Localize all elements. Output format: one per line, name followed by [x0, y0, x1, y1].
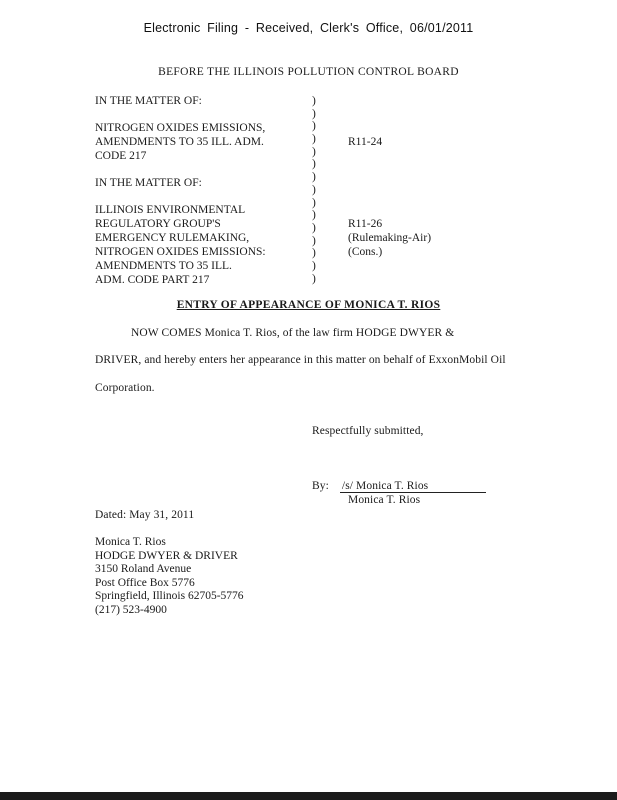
- paren: ): [312, 120, 316, 133]
- signature-text: /s/ Monica T. Rios: [341, 480, 429, 492]
- closing: Respectfully submitted,: [312, 425, 424, 437]
- body-line-1: NOW COMES Monica T. Rios, of the law firm HODGE DWYER &: [131, 327, 455, 339]
- body-line-2: DRIVER, and hereby enters her appearance in this matter on behalf of ExxonMobil Oil: [95, 354, 506, 366]
- paren: ): [312, 145, 316, 158]
- paren: ): [312, 133, 316, 146]
- address-line-4: Post Office Box 5776: [95, 576, 195, 589]
- matter1-line-3: CODE 217: [95, 150, 147, 162]
- address-line-2: HODGE DWYER & DRIVER: [95, 549, 238, 562]
- matter2-line-2: REGULATORY GROUP'S: [95, 218, 221, 230]
- matter1-line-1: NITROGEN OXIDES EMISSIONS,: [95, 122, 266, 134]
- matter2-line-1: ILLINOIS ENVIRONMENTAL: [95, 204, 246, 216]
- address-line-3: 3150 Roland Avenue: [95, 563, 192, 575]
- paren: ): [312, 183, 316, 196]
- matter1-line-2: AMENDMENTS TO 35 ILL. ADM.: [95, 136, 264, 148]
- paren: ): [312, 247, 316, 260]
- paren: ): [312, 221, 316, 234]
- paren: ): [312, 171, 316, 184]
- matter2-lead: IN THE MATTER OF:: [95, 177, 202, 189]
- address-line-5: Springfield, Illinois 62705-5776: [95, 590, 244, 602]
- paren: ): [312, 158, 316, 171]
- paren: ): [312, 107, 316, 120]
- matter2-line-3: EMERGENCY RULEMAKING,: [95, 232, 250, 244]
- signature-line: [340, 480, 486, 493]
- matter2-docket-1: R11-26: [348, 218, 383, 230]
- matter2-docket-3: (Cons.): [348, 246, 383, 258]
- matter2-docket-2: (Rulemaking-Air): [348, 232, 432, 244]
- paren: ): [312, 196, 316, 209]
- body-line-3: Corporation.: [95, 382, 155, 394]
- entry-title: ENTRY OF APPEARANCE OF MONICA T. RIOS: [176, 299, 441, 311]
- caption-paren-column: [312, 95, 316, 285]
- matter1-docket: R11-24: [348, 136, 383, 148]
- address-line-6: (217) 523-4900: [95, 603, 167, 616]
- paren: ): [312, 95, 316, 107]
- dated: Dated: May 31, 2011: [95, 509, 195, 521]
- matter1-lead: IN THE MATTER OF:: [95, 95, 202, 107]
- matter2-line-5: AMENDMENTS TO 35 ILL.: [95, 260, 232, 272]
- matter2-line-4: NITROGEN OXIDES EMISSIONS:: [95, 246, 266, 258]
- matter2-line-6: ADM. CODE PART 217: [95, 274, 210, 286]
- board-title: BEFORE THE ILLINOIS POLLUTION CONTROL BOARD: [158, 66, 459, 78]
- address-line-1: Monica T. Rios: [95, 536, 166, 548]
- signature-name: Monica T. Rios: [348, 494, 421, 506]
- paren: ): [312, 272, 316, 285]
- by-label: By:: [312, 480, 329, 492]
- filing-header: Electronic Filing - Received, Clerk's Office, 06/01/2011: [143, 21, 474, 35]
- paren: ): [312, 209, 316, 222]
- signature-block: [312, 480, 486, 493]
- paren: ): [312, 259, 316, 272]
- scan-edge-bar: [0, 792, 617, 800]
- paren: ): [312, 234, 316, 247]
